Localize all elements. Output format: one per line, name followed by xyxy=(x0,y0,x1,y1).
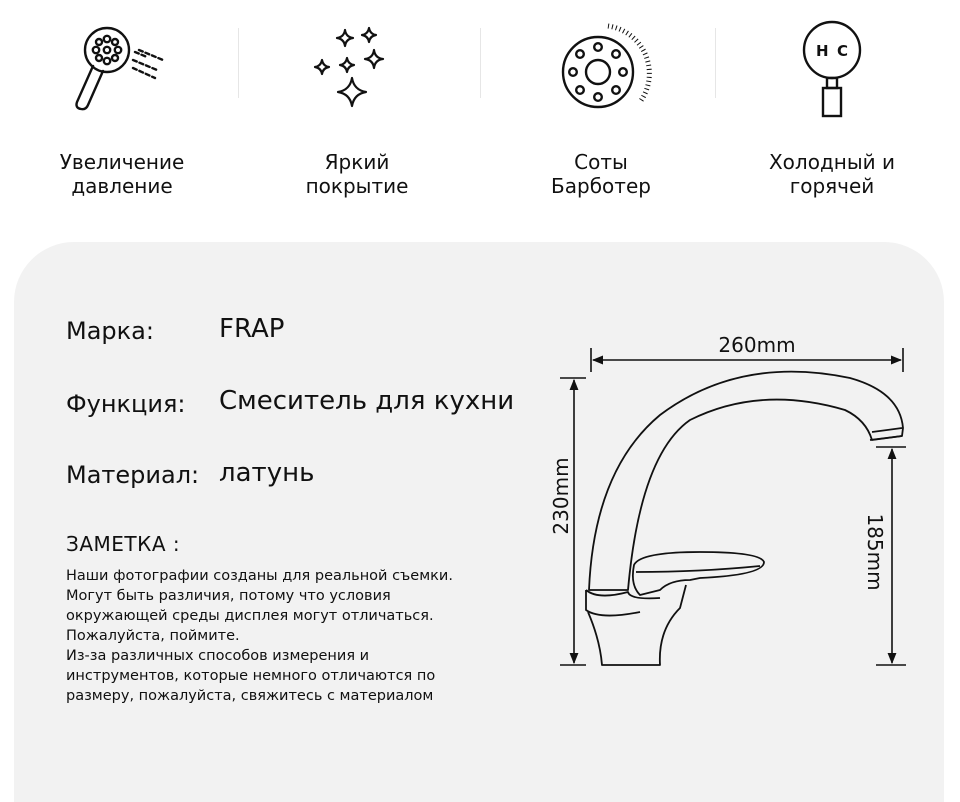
spec-key-function: Функция: xyxy=(66,390,186,418)
spec-value-function: Смеситель для кухни xyxy=(219,386,515,416)
hot-label: H xyxy=(816,42,829,60)
faucet-outline xyxy=(586,372,903,665)
shower-head-icon xyxy=(67,20,177,120)
feature-label: Увеличение давление xyxy=(59,150,185,198)
faucet-dimension-diagram xyxy=(540,330,940,690)
cold-label: C xyxy=(837,42,849,60)
feature-aerator xyxy=(481,0,721,240)
height-label: 230mm xyxy=(549,457,573,535)
note-title: ЗАМЕТКА : xyxy=(66,532,181,556)
spec-key-material: Материал: xyxy=(66,461,200,489)
spec-key-brand: Марка: xyxy=(66,317,154,345)
feature-label: Соты Барботер xyxy=(551,150,651,198)
feature-coating xyxy=(237,0,477,240)
spec-value-material: латунь xyxy=(219,458,315,488)
spout-height-label: 185mm xyxy=(863,513,887,591)
spec-value-brand: FRAP xyxy=(219,314,285,344)
sparkle-icon xyxy=(302,20,412,120)
width-label: 260mm xyxy=(718,333,796,357)
hot-cold-handle-icon xyxy=(777,20,887,120)
aerator-icon xyxy=(546,20,656,120)
feature-hot-cold xyxy=(712,0,952,240)
feature-strip xyxy=(0,0,960,240)
feature-label: Холодный и горячей xyxy=(768,150,895,198)
feature-pressure xyxy=(2,0,242,240)
note-text: Наши фотографии созданы для реальной съемки. Могут быть различия, потому что условия окружающей среды дисплея могут отличаться. Пожалуйста, поймите. Из-за различных способов измерения и инструментов, которые немного отличаются по размеру, пожалуйста, свяжитесь с материалом xyxy=(66,568,453,704)
feature-label: Яркий покрытие xyxy=(305,150,409,198)
